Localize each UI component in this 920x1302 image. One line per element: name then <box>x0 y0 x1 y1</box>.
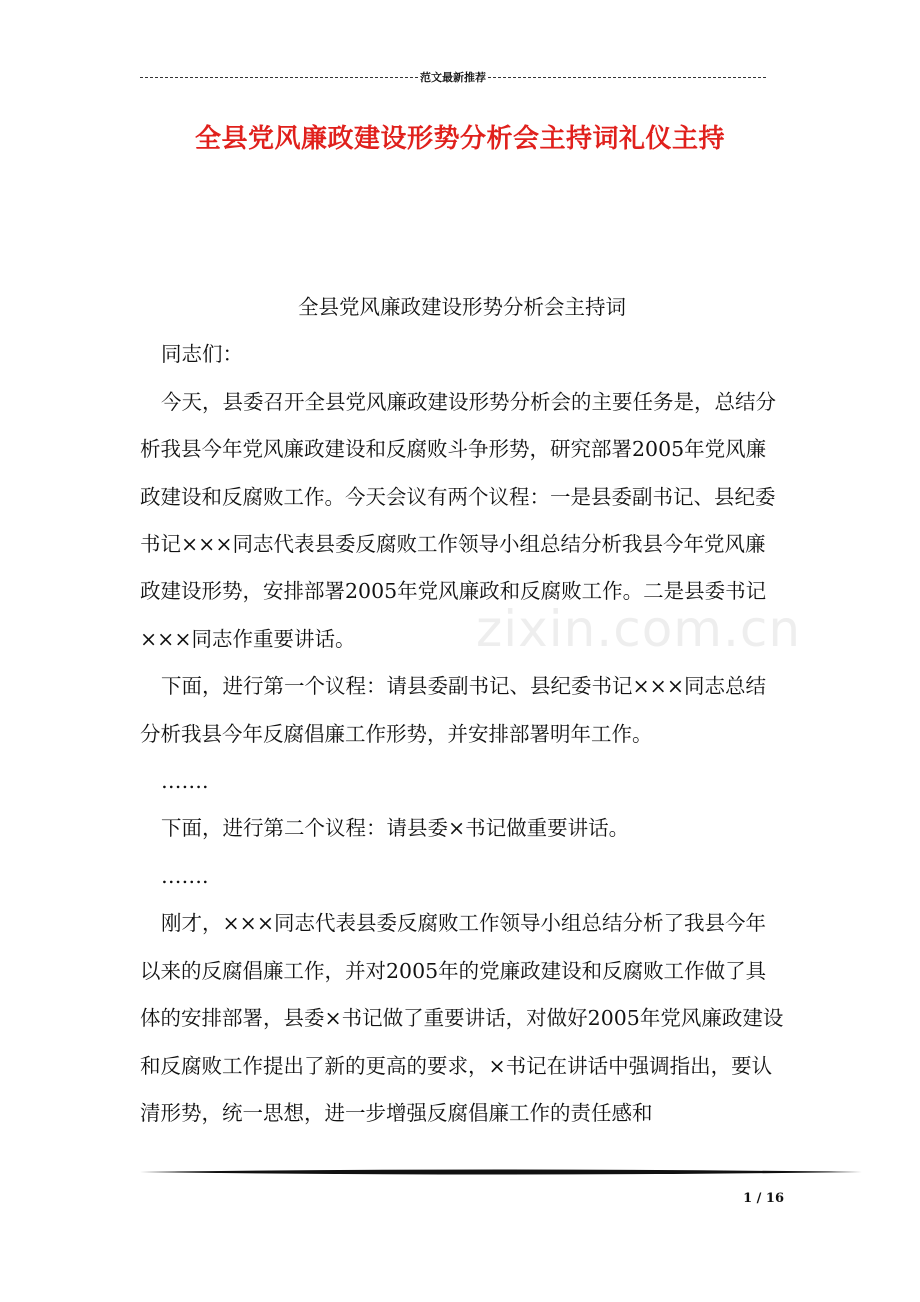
header-dash-right <box>488 77 766 78</box>
paragraph-ellipsis: ……. <box>161 863 209 888</box>
header-label: 范文最新推荐 <box>420 71 486 84</box>
watermark: zixin.com.cn <box>476 600 802 658</box>
paragraph-salutation: 同志们： <box>161 342 243 367</box>
footer-rule <box>140 1168 862 1176</box>
document-title: 全县党风廉政建设形势分析会主持词礼仪主持 <box>194 124 725 154</box>
page-header <box>140 68 766 86</box>
paragraph-ellipsis: ……. <box>161 769 209 794</box>
paragraph: 刚才，×××同志代表县委反腐败工作领导小组总结分析了我县今年以来的反腐倡廉工作，并对2005年的党廉政建设和反腐败工作做了具体的安排部署，县委×书记做了重要讲话，对做好2005年党风廉政建设和反腐败工作提出了新的更高的要求，×书记在讲话中强调指出，要认清形势，统一思想，进一步增强反腐倡廉工作的责任感和 <box>140 911 784 1125</box>
page-number: 1 / 16 <box>743 1191 784 1206</box>
paragraph: 今天，县委召开全县党风廉政建设形势分析会的主要任务是，总结分析我县今年党风廉政建设和反腐败斗争形势，研究部署2005年党风廉政建设和反腐败工作。今天会议有两个议程：一是县委副书记、县纪委书记×××同志代表县委反腐败工作领导小组总结分析我县今年党风廉政建设形势，安排部署2005年党风廉政和反腐败工作。二是县委书记×××同志作重要讲话。 <box>140 389 776 651</box>
header-dash-left <box>140 77 418 78</box>
document-subtitle: 全县党风廉政建设形势分析会主持词 <box>298 295 626 319</box>
document-body <box>140 284 784 1137</box>
paragraph: 下面，进行第二个议程：请县委×书记做重要讲话。 <box>161 816 630 841</box>
paragraph: 下面，进行第一个议程：请县委副书记、县纪委书记×××同志总结分析我县今年反腐倡廉工作形势，并安排部署明年工作。 <box>140 674 767 746</box>
